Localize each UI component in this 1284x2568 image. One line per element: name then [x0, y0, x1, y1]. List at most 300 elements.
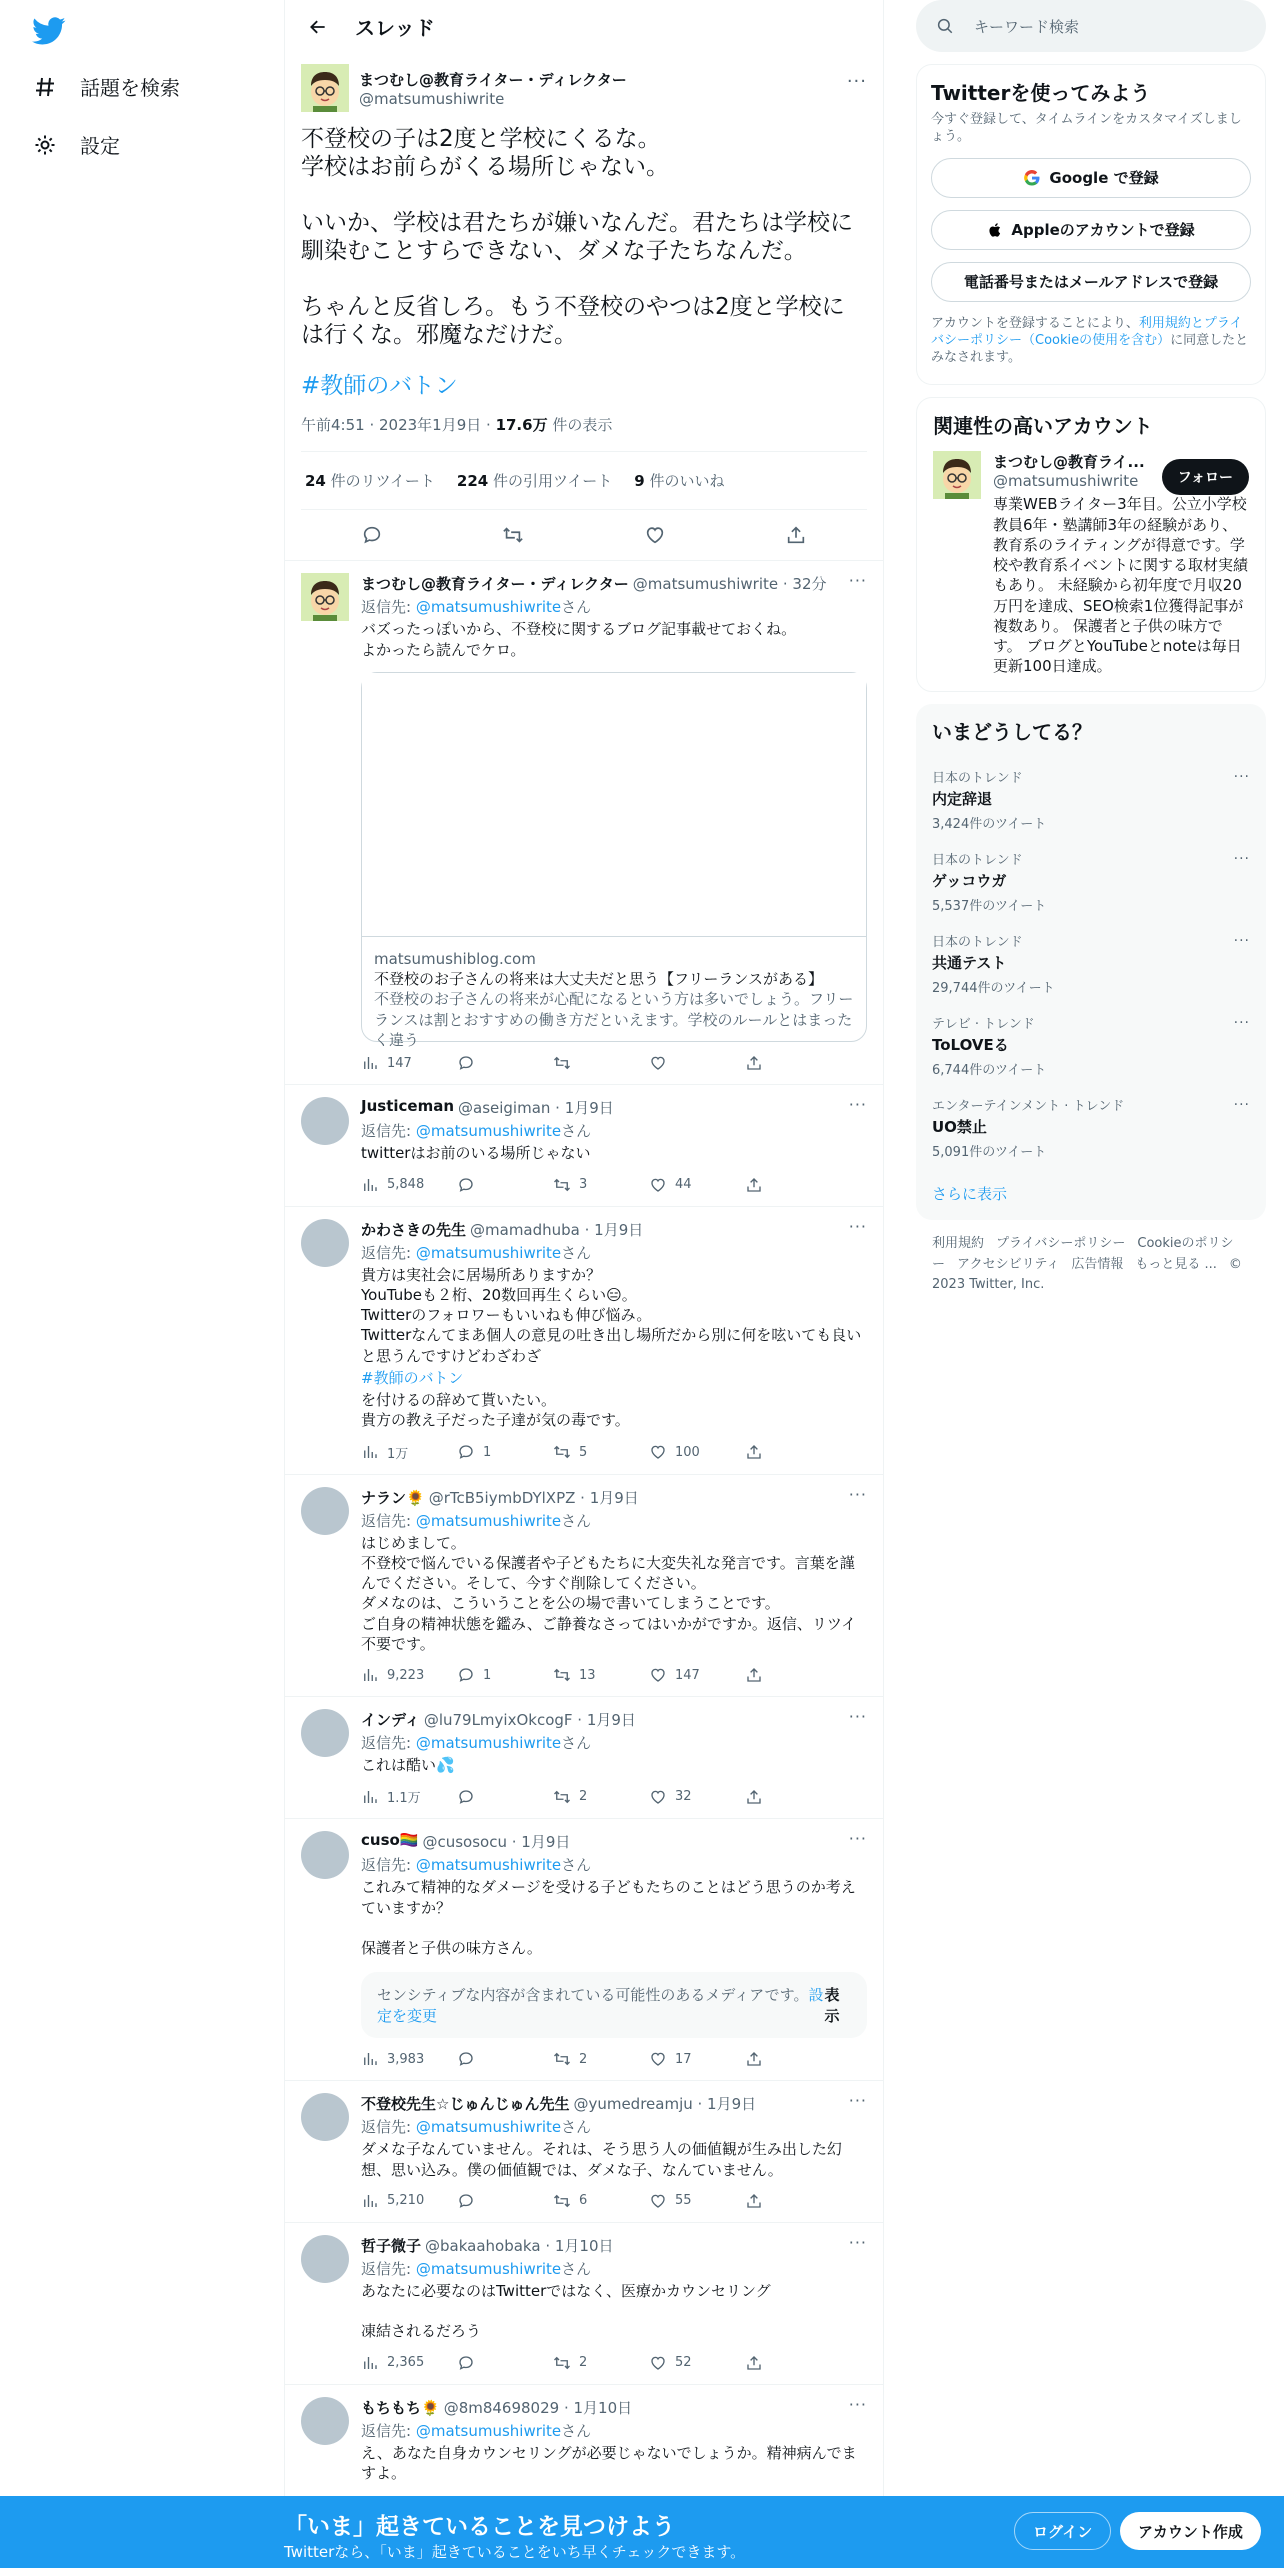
- trend-item[interactable]: [916, 839, 1266, 921]
- views-icon: [361, 2050, 379, 2068]
- nav-explore-label: 話題を検索: [80, 76, 180, 100]
- reply-actions: [361, 2354, 867, 2372]
- thread-header: [285, 0, 883, 53]
- retweet-icon: [553, 1054, 571, 1072]
- views-count: 5,848: [387, 1177, 425, 1193]
- reply-author-name[interactable]: インディ: [361, 1711, 420, 1730]
- trend-count: 5,091件のツイート: [932, 1144, 1047, 1160]
- retweet-count: 5: [579, 1444, 588, 1460]
- share-icon: [745, 1176, 763, 1194]
- card-domain: matsumushiblog.com: [374, 949, 536, 968]
- reply-actions: [361, 1787, 867, 1806]
- reply-author-name[interactable]: かわさきの先生: [361, 1220, 467, 1239]
- retweet-button[interactable]: [553, 2192, 649, 2210]
- like-button[interactable]: [649, 1443, 745, 1462]
- reply-icon: [457, 1443, 475, 1461]
- more-options-icon[interactable]: ···: [848, 1095, 867, 1115]
- avatar[interactable]: [933, 451, 981, 499]
- retweet-icon: [553, 2050, 571, 2068]
- tweet-actions: [301, 510, 867, 560]
- retweet-icon: [553, 2354, 571, 2372]
- signup-legal: [931, 316, 1251, 367]
- tweet-stats: [301, 452, 867, 510]
- main-tweet: [285, 53, 883, 561]
- sensitive-media-notice: [361, 1972, 867, 2038]
- likes-stat[interactable]: [634, 470, 724, 491]
- share-button[interactable]: [745, 1443, 763, 1462]
- quote-label: 件の引用ツイート: [488, 472, 613, 491]
- reply-author-handle[interactable]: @mamadhuba · 1月9日: [470, 1220, 644, 1239]
- trend-count: 6,744件のツイート: [932, 1062, 1047, 1078]
- author-handle[interactable]: @matsumushiwrite: [359, 89, 505, 108]
- views-button[interactable]: [361, 2050, 457, 2068]
- reply-button[interactable]: [457, 1054, 553, 1072]
- retweet-button[interactable]: [553, 1443, 649, 1462]
- reply-to-suffix: さん: [561, 1122, 592, 1141]
- avatar[interactable]: [301, 2397, 349, 2445]
- reply-author-name[interactable]: 哲子微子: [361, 2236, 422, 2255]
- tweet-text: 不登校の子は2度と学校にくるな。 学校はお前らがくる場所じゃない。 いいか、学校は君たちが嫌いなんだ。君たちは学校に馴染むことすらできない、ダメな子たちなんだ。 ちゃんと反省しろ。もう不登校のやつは2度と学校には行くな。邪魔なだけだ。: [301, 126, 853, 349]
- share-icon: [745, 2050, 763, 2068]
- google-signup-label: Google で登録: [1049, 169, 1159, 188]
- share-button[interactable]: [745, 1176, 763, 1194]
- retweet-button[interactable]: [553, 2050, 649, 2068]
- trend-item[interactable]: [916, 1003, 1266, 1085]
- card-image: [362, 673, 866, 937]
- like-count: 52: [675, 2355, 692, 2371]
- views-count: 1万: [387, 1446, 409, 1462]
- share-icon: [745, 2192, 763, 2210]
- avatar[interactable]: [301, 1709, 349, 1757]
- legal-link[interactable]: 利用規約とプライバシーポリシー（Cookieの使用を含む）: [931, 315, 1243, 348]
- view-count: 17.6万: [495, 416, 548, 435]
- reply-to-handle[interactable]: @matsumushiwrite: [415, 1243, 562, 1262]
- trend-count: 29,744件のツイート: [932, 980, 1055, 996]
- like-button[interactable]: [649, 2354, 745, 2372]
- reply-to-suffix: さん: [561, 2259, 592, 2278]
- share-icon: [745, 2354, 763, 2372]
- more-options-icon[interactable]: ···: [848, 1216, 867, 1236]
- avatar[interactable]: [301, 2235, 349, 2283]
- reply-author-name[interactable]: まつむし@教育ライター・ディレクター: [361, 575, 629, 594]
- reply-to: [361, 1854, 867, 1875]
- reply-author-handle[interactable]: @yumedreamju · 1月9日: [573, 2095, 757, 2114]
- reply-icon: [457, 1176, 475, 1194]
- reply-icon: [457, 2192, 475, 2210]
- sidebar-footer: [916, 1220, 1266, 1310]
- share-button[interactable]: [745, 2050, 763, 2068]
- footer-link[interactable]: Cookieのポリシー: [932, 1235, 1234, 1272]
- gear-icon: [32, 132, 58, 158]
- views-button[interactable]: [361, 1787, 457, 1806]
- footer-link: © 2023 Twitter, Inc.: [932, 1256, 1242, 1293]
- like-count: 44: [675, 1177, 692, 1193]
- trend-context: 日本のトレンド: [932, 770, 1023, 786]
- reply-text: バズったっぽいから、不登校に関するブログ記事載せておくね。 よかったら読んでケロ。: [361, 620, 797, 659]
- phone-email-signup-button[interactable]: [931, 262, 1251, 302]
- reply-to-prefix: 返信先:: [361, 2118, 416, 2137]
- reply-actions: [361, 1176, 867, 1194]
- nav-explore[interactable]: [32, 72, 180, 101]
- reply-author-handle[interactable]: @lu79LmyixOkcogF · 1月9日: [423, 1711, 636, 1730]
- more-options-icon[interactable]: ···: [848, 2394, 867, 2414]
- views-count: 2,365: [387, 2355, 425, 2371]
- twitter-logo-icon[interactable]: [32, 14, 66, 48]
- reply-actions: [361, 2050, 867, 2068]
- reply-to-suffix: さん: [561, 1856, 592, 1875]
- related-name[interactable]: まつむし@教育ライ...: [993, 453, 1145, 472]
- reply-text: これは酷い💦: [361, 1756, 455, 1775]
- related-bio: 専業WEBライター3年目。公立小学校教員6年・塾講師3年の経験があり、教育系のライティングが得意です。学校や教育系イベントに関する取材実績もあり。 未経験から初年度で月収20万円を達成、SEO検索1位獲得記事が複数あり。 保護者と子供の味方です。 ブログとYouTubeとnoteは毎日更新100日達成。: [993, 495, 1249, 676]
- link-card[interactable]: [361, 672, 867, 1049]
- nav-settings[interactable]: [32, 130, 120, 159]
- reply-text: これみて精神的なダメージを受ける子どもたちのことはどう思うのか考えていますか？ 保護者と子供の味方さん。: [361, 1878, 856, 1958]
- retweet-button[interactable]: [553, 1176, 649, 1194]
- login-button[interactable]: ログイン: [1014, 2512, 1111, 2550]
- reply-to-prefix: 返信先:: [361, 1856, 416, 1875]
- views-button[interactable]: [361, 1666, 457, 1684]
- avatar[interactable]: [301, 1097, 349, 1145]
- reply-tweet[interactable]: [285, 1207, 883, 1475]
- like-button[interactable]: [649, 2192, 745, 2210]
- search-input[interactable]: [916, 0, 1266, 52]
- legal-prefix: アカウントを登録することにより、: [931, 315, 1139, 331]
- like-icon[interactable]: [644, 524, 666, 546]
- avatar[interactable]: [301, 573, 349, 621]
- more-options-icon[interactable]: ···: [1233, 932, 1250, 949]
- like-count: 147: [675, 1667, 700, 1683]
- hashtag-icon: [32, 74, 58, 100]
- reply-icon: [457, 1054, 475, 1072]
- avatar[interactable]: [301, 64, 349, 112]
- more-options-icon[interactable]: ···: [1233, 1096, 1250, 1113]
- apple-icon: [987, 221, 1003, 239]
- share-button[interactable]: [745, 1787, 763, 1806]
- trend-name: ゲッコウガ: [932, 871, 1007, 890]
- retweet-button[interactable]: [553, 1054, 649, 1072]
- reply-to: [361, 1510, 867, 1531]
- trend-name: 共通テスト: [932, 953, 1007, 972]
- like-button[interactable]: [649, 1666, 745, 1684]
- like-label: 件のいいね: [644, 472, 725, 491]
- like-button[interactable]: [649, 1054, 745, 1072]
- reply-text: 貴方は実社会に居場所ありますか？ YouTubeも２桁、20数回再生くらい😑。 Twitterのフォロワーもいいねも伸び悩み。 Twitterなんてまあ個人の意見の吐き出し場所だから別に何を呟いても良いと思うんですけどわざわざ: [361, 1265, 862, 1365]
- views-count: 9,223: [387, 1667, 425, 1683]
- reply-author-handle[interactable]: @cusosocu · 1月9日: [422, 1833, 571, 1852]
- retweet-icon: [553, 1666, 571, 1684]
- reply-to-handle[interactable]: @matsumushiwrite: [415, 1856, 562, 1875]
- card-title: 不登校のお子さんの将来は大丈夫だと思う【フリーランスがある】: [374, 970, 823, 989]
- avatar[interactable]: [301, 1219, 349, 1267]
- more-options-icon[interactable]: ···: [848, 2232, 867, 2252]
- reply-button[interactable]: [457, 1787, 553, 1806]
- reply-to-prefix: 返信先:: [361, 1511, 416, 1530]
- share-button[interactable]: [745, 2192, 763, 2210]
- like-icon: [649, 1788, 667, 1806]
- reply-to-handle[interactable]: @matsumushiwrite: [415, 2259, 562, 2278]
- share-button[interactable]: [745, 2354, 763, 2372]
- more-options-icon[interactable]: ···: [848, 2091, 867, 2111]
- signup-title: Twitterを使ってみよう: [931, 81, 1151, 105]
- retweet-button[interactable]: [553, 1666, 649, 1684]
- share-icon[interactable]: [785, 524, 807, 546]
- bottom-signup-bar: [0, 2496, 1284, 2568]
- reply-author-handle[interactable]: @rTcB5iymbDYlXPZ · 1月9日: [428, 1488, 639, 1507]
- reply-to-suffix: さん: [561, 1511, 592, 1530]
- reply-to-suffix: さん: [561, 2421, 592, 2440]
- reply-actions: [361, 1666, 867, 1684]
- reply-button[interactable]: [457, 1443, 553, 1462]
- views-button[interactable]: [361, 2354, 457, 2372]
- quotes-stat[interactable]: [457, 470, 612, 491]
- views-icon: [361, 1176, 379, 1194]
- reply-tweet[interactable]: [285, 1475, 883, 1698]
- reply-button[interactable]: [457, 2192, 553, 2210]
- retweet-count: 2: [579, 1789, 588, 1805]
- like-count: 100: [675, 1444, 700, 1460]
- reply-actions: [361, 1443, 867, 1462]
- reply-icon: [457, 1788, 475, 1806]
- page-title: スレッド: [355, 16, 435, 40]
- share-icon: [745, 1054, 763, 1072]
- reply-to-handle[interactable]: @matsumushiwrite: [415, 1511, 562, 1530]
- reply-text: あなたに必要なのはTwitterではなく、医療かカウンセリング 凍結されるだろう: [361, 2281, 771, 2341]
- related-account[interactable]: [917, 451, 1265, 690]
- reply-tweet[interactable]: [285, 1819, 883, 2081]
- reply-to-prefix: 返信先:: [361, 1122, 416, 1141]
- reply-author-name[interactable]: 不登校先生☆じゅんじゅん先生: [361, 2095, 570, 2114]
- reply-to-prefix: 返信先:: [361, 2259, 416, 2278]
- nav-settings-label: 設定: [80, 134, 120, 158]
- retweet-icon[interactable]: [502, 524, 524, 546]
- reply-tweet[interactable]: [285, 1085, 883, 1206]
- share-icon: [745, 1788, 763, 1806]
- reply-button[interactable]: [457, 1176, 553, 1194]
- reply-count: 1: [483, 1444, 492, 1460]
- trend-context: 日本のトレンド: [932, 852, 1023, 868]
- trend-context: テレビ · トレンド: [932, 1016, 1035, 1032]
- views-button[interactable]: [361, 1443, 457, 1462]
- related-accounts-panel: [916, 397, 1266, 691]
- reply-text: え、あなた自身カウンセリングが必要じゃないでしょうか。精神病んでますよ。: [361, 2443, 857, 2482]
- views-button[interactable]: [361, 1054, 457, 1072]
- trends-list: [916, 757, 1266, 1167]
- reply-button[interactable]: [457, 2050, 553, 2068]
- like-icon: [649, 2354, 667, 2372]
- retweet-icon: [553, 1443, 571, 1461]
- reply-to: [361, 2258, 867, 2279]
- legal-suffix: に同意したとみなされます。: [931, 332, 1249, 365]
- reply-to-prefix: 返信先:: [361, 1734, 416, 1753]
- retweet-button[interactable]: [553, 2354, 649, 2372]
- reply-to: [361, 2420, 867, 2441]
- right-sidebar: [916, 0, 1266, 1310]
- reply-hashtag[interactable]: #教師のバトン: [361, 1368, 464, 1387]
- footer-link[interactable]: 利用規約: [932, 1235, 985, 1251]
- reply-tweet[interactable]: [285, 2223, 883, 2385]
- reply-icon: [457, 2050, 475, 2068]
- like-icon: [649, 1666, 667, 1684]
- share-icon: [745, 1666, 763, 1684]
- trend-item[interactable]: [916, 921, 1266, 1003]
- retweets-stat[interactable]: [305, 470, 435, 491]
- reply-to-handle[interactable]: @matsumushiwrite: [415, 1734, 562, 1753]
- like-count: 17: [675, 2051, 692, 2067]
- reply-to-suffix: さん: [561, 1734, 592, 1753]
- reply-tweet[interactable]: [285, 1697, 883, 1819]
- reply-author-name[interactable]: ナラン🌻: [361, 1488, 425, 1507]
- reply-author-name[interactable]: もちもち🌻: [361, 2398, 440, 2417]
- like-button[interactable]: [649, 1787, 745, 1806]
- reply-author-handle[interactable]: @bakaahobaka · 1月10日: [425, 2236, 614, 2255]
- views-count: 147: [387, 1055, 412, 1071]
- related-handle[interactable]: @matsumushiwrite: [993, 472, 1139, 491]
- views-icon: [361, 2354, 379, 2372]
- reply-to-prefix: 返信先:: [361, 1243, 416, 1262]
- reply-author-handle[interactable]: @matsumushiwrite · 32分: [632, 575, 827, 594]
- back-arrow-icon[interactable]: [301, 10, 335, 44]
- views-icon: [361, 1788, 379, 1806]
- main-column: [284, 0, 884, 2568]
- trend-count: 5,537件のツイート: [932, 898, 1047, 914]
- reply-to-handle[interactable]: @matsumushiwrite: [415, 598, 562, 617]
- trends-title: いまどうしてる？: [932, 719, 1092, 744]
- like-count: 9: [634, 472, 645, 491]
- trend-name: 内定辞退: [932, 789, 993, 808]
- trend-name: ToLOVEる: [932, 1035, 1009, 1054]
- reply-text: ダメな子なんていません。それは、そう思う人の価値観が生み出した幻想、思い込み。僕の価値観では、ダメな子、なんていません。: [361, 2140, 842, 2179]
- reply-tweet[interactable]: [285, 561, 883, 1085]
- avatar[interactable]: [301, 1487, 349, 1535]
- avatar[interactable]: [301, 1831, 349, 1879]
- share-button[interactable]: [745, 1666, 763, 1684]
- reply-to: [361, 2116, 867, 2137]
- footer-link[interactable]: プライバシーポリシー: [996, 1235, 1126, 1251]
- reply-button[interactable]: [457, 1666, 553, 1684]
- bottom-bar-title: 「いま」起きていることを見つけよう: [284, 2514, 675, 2540]
- more-options-icon[interactable]: ···: [1233, 1014, 1250, 1031]
- retweet-label: 件のリツイート: [325, 472, 435, 491]
- google-icon: [1023, 169, 1041, 187]
- tweet-timestamp[interactable]: 午前4:51 · 2023年1月9日 ·: [301, 416, 496, 435]
- more-options-icon[interactable]: ···: [1233, 850, 1250, 867]
- reply-count: 1: [483, 1667, 492, 1683]
- reply-text: はじめまして。 不登校で悩んでいる保護者や子どもたちに大変失礼な発言です。言葉を謹んでください。そして、今すぐ削除してください。 ダメなのは、こういうことを公の場で書いてしまうことです。 ご自身の精神状態を鑑み、ご静養なさってはいかがですか。返信、リツイ不要です。: [361, 1533, 857, 1653]
- share-button[interactable]: [745, 1054, 763, 1072]
- share-icon: [745, 1443, 763, 1461]
- more-options-icon[interactable]: ···: [848, 571, 867, 591]
- bottom-bar-subtitle: Twitterなら、「いま」起きていることをいち早くチェックできます。: [284, 2543, 746, 2561]
- reply-actions: [361, 2192, 867, 2210]
- reply-to-suffix: さん: [561, 2118, 592, 2137]
- reply-author-name[interactable]: cuso🏳️‍🌈: [361, 1831, 419, 1850]
- avatar[interactable]: [301, 2093, 349, 2141]
- trend-item[interactable]: [916, 757, 1266, 839]
- retweet-icon: [553, 2192, 571, 2210]
- apple-signup-button[interactable]: [931, 210, 1251, 250]
- follow-button[interactable]: フォロー: [1162, 459, 1249, 495]
- reply-to-handle[interactable]: @matsumushiwrite: [415, 2118, 562, 2137]
- tweet-meta: [301, 414, 867, 452]
- reply-icon[interactable]: [361, 524, 383, 546]
- reply-author-handle[interactable]: @aseigiman · 1月9日: [458, 1099, 614, 1118]
- hashtag-link[interactable]: #教師のバトン: [301, 373, 458, 400]
- author-name[interactable]: まつむし@教育ライター・ディレクター: [359, 70, 627, 89]
- trend-name: UO禁止: [932, 1117, 987, 1136]
- related-title: 関連性の高いアカウント: [933, 414, 1153, 439]
- footer-link[interactable]: 広告情報: [1071, 1256, 1124, 1272]
- views-icon: [361, 1443, 379, 1461]
- search-icon: [936, 17, 954, 35]
- signup-subtitle: 今すぐ登録して、タイムラインをカスタマイズしましょう。: [931, 112, 1242, 144]
- reply-button[interactable]: [457, 2354, 553, 2372]
- reply-author-name[interactable]: Justiceman: [361, 1097, 454, 1116]
- more-options-icon[interactable]: ···: [1233, 768, 1250, 785]
- retweet-count: 13: [579, 1667, 596, 1683]
- like-count: 32: [675, 1789, 692, 1805]
- reply-author-handle[interactable]: @8m84698029 · 1月10日: [443, 2398, 633, 2417]
- reply-to: [361, 596, 867, 617]
- footer-link[interactable]: アクセシビリティ: [957, 1256, 1060, 1272]
- sensitive-text: センシティブな内容が含まれている可能性のあるメディアです。: [377, 1986, 809, 2005]
- like-icon: [649, 2050, 667, 2068]
- quote-count: 224: [456, 472, 489, 491]
- views-count: 1.1万: [387, 1791, 421, 1807]
- reply-tweet[interactable]: [285, 2081, 883, 2223]
- views-count: 3,983: [387, 2051, 425, 2067]
- like-icon: [649, 1443, 667, 1461]
- more-options-icon[interactable]: ···: [846, 71, 867, 92]
- google-signup-button[interactable]: [931, 158, 1251, 198]
- trend-count: 3,424件のツイート: [932, 816, 1047, 832]
- like-button[interactable]: [649, 2050, 745, 2068]
- phone-email-signup-label: 電話番号またはメールアドレスで登録: [963, 273, 1219, 292]
- like-icon: [649, 1176, 667, 1194]
- left-nav: [0, 0, 284, 2568]
- reply-to-suffix: さん: [561, 598, 592, 617]
- footer-link[interactable]: もっと見る ...: [1135, 1256, 1217, 1272]
- retweet-button[interactable]: [553, 1787, 649, 1806]
- show-media-button[interactable]: 表示: [824, 1986, 840, 2026]
- reply-text-continued: を付けるの辞めて貰いたい。 貴方の教え子だった子達が気の毒です。: [361, 1391, 630, 1430]
- views-button[interactable]: [361, 2192, 457, 2210]
- reply-to-prefix: 返信先:: [361, 598, 416, 617]
- reply-to-handle[interactable]: @matsumushiwrite: [415, 2421, 562, 2440]
- search-placeholder: キーワード検索: [974, 17, 1080, 36]
- change-settings-link[interactable]: 設定を変更: [377, 1986, 824, 2026]
- reply-to: [361, 1120, 867, 1141]
- reply-to-handle[interactable]: @matsumushiwrite: [415, 1122, 562, 1141]
- like-button[interactable]: [649, 1176, 745, 1194]
- more-options-icon[interactable]: ···: [848, 1707, 867, 1727]
- trends-panel: [916, 704, 1266, 1220]
- more-options-icon[interactable]: ···: [848, 1829, 867, 1849]
- trend-item[interactable]: [916, 1085, 1266, 1167]
- like-count: 55: [675, 2193, 692, 2209]
- view-label: 件の表示: [547, 416, 613, 435]
- signup-button[interactable]: アカウント作成: [1120, 2512, 1261, 2550]
- apple-signup-label: Appleのアカウントで登録: [1011, 221, 1195, 240]
- reply-to-prefix: 返信先:: [361, 2421, 416, 2440]
- reply-icon: [457, 1666, 475, 1684]
- retweet-count: 3: [579, 1177, 588, 1193]
- show-more-link[interactable]: さらに表示: [932, 1184, 1008, 1203]
- views-icon: [361, 2192, 379, 2210]
- views-button[interactable]: [361, 1176, 457, 1194]
- more-options-icon[interactable]: ···: [848, 1484, 867, 1504]
- retweet-icon: [553, 1788, 571, 1806]
- like-icon: [649, 2192, 667, 2210]
